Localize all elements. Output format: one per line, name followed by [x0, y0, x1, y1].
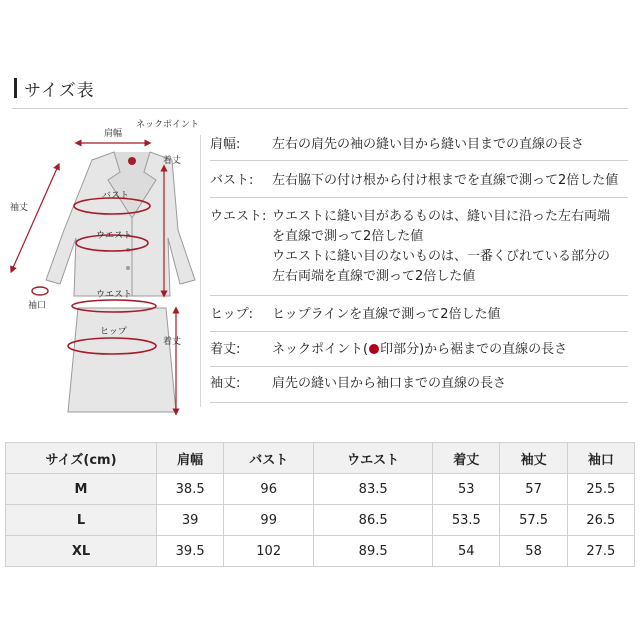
table-cell: 96 [224, 474, 314, 505]
definition-divider [210, 402, 628, 403]
table-cell: 58 [500, 536, 567, 567]
table-row [6, 505, 635, 536]
size-table [5, 442, 635, 567]
table-cell: 54 [433, 536, 500, 567]
definition-text: ウエストに縫い目のないものは、一番くびれている部分の [272, 249, 611, 264]
diagram-label-sleeve: 袖丈 [10, 202, 29, 212]
table-header-cell: 袖丈 [500, 443, 567, 474]
table-header-cell: バスト [224, 443, 314, 474]
definition-term: 着丈: [210, 342, 241, 357]
skirt-illustration [68, 308, 176, 412]
definition-term: バスト: [210, 173, 254, 188]
cuff-ellipse [32, 287, 48, 295]
diagram-label-neck-point: ネックポイント [136, 119, 200, 129]
neck-point-marker-icon [369, 344, 379, 354]
table-header-cell: 着丈 [433, 443, 500, 474]
diagram-label-length-top: 着丈 [163, 155, 182, 165]
table-cell: 39 [157, 505, 224, 536]
table-row [6, 536, 635, 567]
table-header-cell: ウエスト [314, 443, 433, 474]
table-header-cell: サイズ(cm) [6, 443, 157, 474]
table-row-size: M [6, 474, 157, 505]
table-cell: 38.5 [157, 474, 224, 505]
definition-divider [210, 366, 628, 367]
diagram-label-waist-skirt: ウエスト [96, 289, 133, 299]
table-cell: 83.5 [314, 474, 433, 505]
table-cell: 102 [224, 536, 314, 567]
definition-term: 肩幅: [210, 137, 241, 152]
table-row-size: L [6, 505, 157, 536]
table-cell: 89.5 [314, 536, 433, 567]
table-header-cell: 袖口 [567, 443, 634, 474]
table-cell: 26.5 [567, 505, 634, 536]
definition-divider [210, 197, 628, 198]
diagram-label-bust: バスト [102, 190, 130, 200]
table-cell: 39.5 [157, 536, 224, 567]
table-cell: 57.5 [500, 505, 567, 536]
table-cell: 57 [500, 474, 567, 505]
diagram-divider [200, 135, 201, 407]
table-row [6, 474, 635, 505]
diagram-label-shoulder: 肩幅 [104, 128, 123, 138]
page-title: サイズ表 [24, 81, 95, 101]
definition-text: ヒップラインを直線で測って2倍した値 [272, 307, 501, 322]
definition-term: 袖丈: [210, 376, 241, 391]
table-row-size: XL [6, 536, 157, 567]
table-cell: 86.5 [314, 505, 433, 536]
table-header-row [6, 443, 635, 474]
diagram-label-length-skirt: 着丈 [163, 336, 182, 346]
table-cell: 99 [224, 505, 314, 536]
diagram-label-hip: ヒップ [100, 326, 127, 336]
table-cell: 27.5 [567, 536, 634, 567]
neck-point-dot [128, 157, 136, 165]
table-cell: 53.5 [433, 505, 500, 536]
garment-diagram [0, 110, 200, 430]
definition-text: 左右脇下の付け根から付け根までを直線で測って2倍した値 [272, 173, 619, 188]
diagram-label-cuff: 袖口 [28, 300, 47, 310]
table-cell: 53 [433, 474, 500, 505]
diagram-label-waist-jacket: ウエスト [96, 230, 133, 240]
definition-term: ウエスト: [210, 209, 267, 224]
sleeve-arrow [12, 166, 58, 270]
definition-divider [210, 295, 628, 296]
definition-divider [210, 160, 628, 161]
definition-text: を直線で測って2倍した値 [272, 229, 424, 244]
definition-divider [210, 331, 628, 332]
definition-term: ヒップ: [210, 307, 253, 322]
title-divider [12, 108, 628, 109]
title-accent-bar [14, 78, 17, 98]
definition-text: ネックポイント( 印部分)から裾までの直線の長さ [272, 342, 568, 357]
definition-text: 肩先の縫い目から袖口までの直線の長さ [272, 376, 507, 391]
definition-text: 左右の肩先の袖の縫い目から縫い目までの直線の長さ [272, 137, 585, 152]
table-cell: 25.5 [567, 474, 634, 505]
definition-text: 左右両端を直線で測って2倍した値 [272, 269, 476, 284]
definition-text: ウエストに縫い目があるものは、縫い目に沿った左右両端 [272, 209, 611, 224]
jacket-illustration [46, 152, 195, 296]
table-header-cell: 肩幅 [157, 443, 224, 474]
